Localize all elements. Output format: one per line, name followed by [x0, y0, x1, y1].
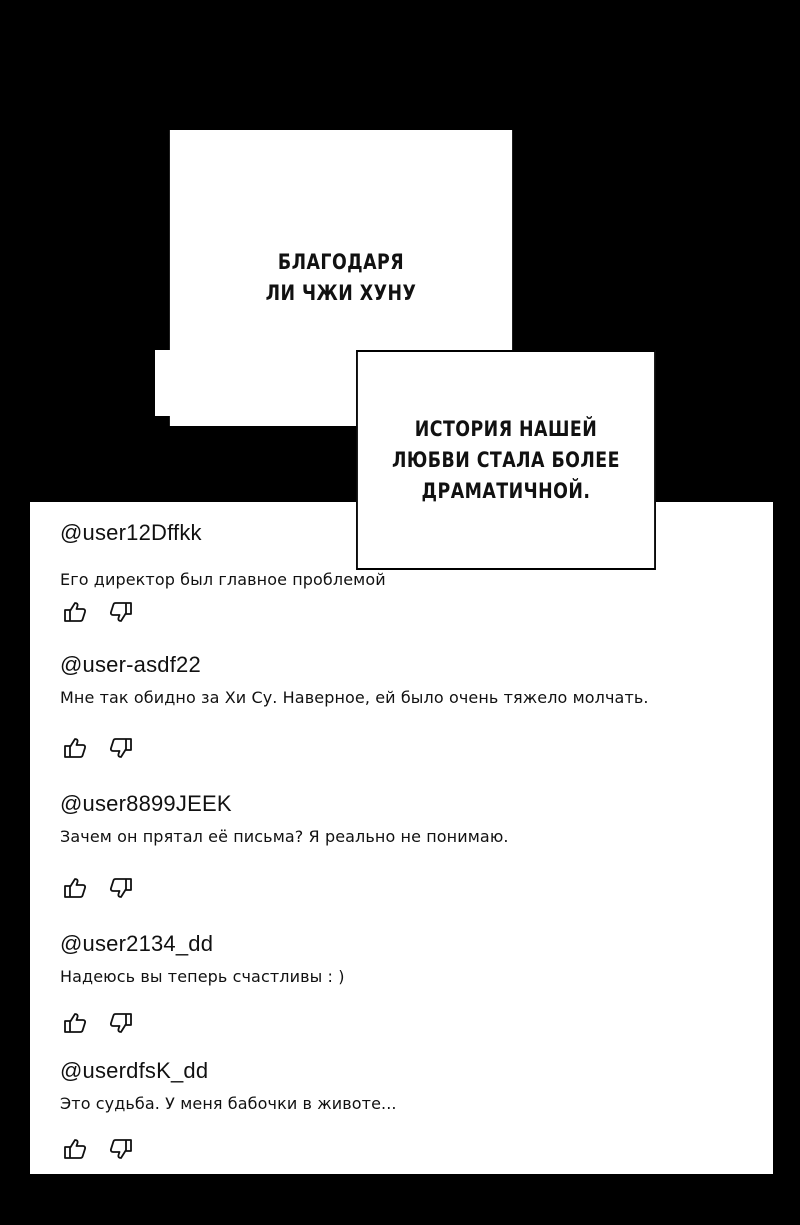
comment-username[interactable]: @user-asdf22: [60, 652, 201, 677]
thumbs-down-icon[interactable]: [108, 600, 134, 624]
thumbs-up-icon[interactable]: [62, 736, 88, 760]
thumbs-up-icon[interactable]: [62, 876, 88, 900]
thumbs-down-icon[interactable]: [108, 736, 134, 760]
comment-actions: [62, 876, 134, 900]
comments-panel: [30, 502, 773, 1174]
comment-actions: [62, 736, 134, 760]
comment-username[interactable]: @userdfsK_dd: [60, 1058, 209, 1083]
thumbs-down-icon[interactable]: [108, 1011, 134, 1035]
comment-username[interactable]: @user2134_dd: [60, 931, 214, 956]
comment-item: [60, 931, 750, 986]
comment-actions: [62, 1011, 134, 1035]
caption-line: ДРАМАТИЧНОЙ.: [421, 478, 591, 503]
comment-text: Мне так обидно за Хи Су. Наверное, ей было очень тяжело молчать.: [60, 688, 649, 707]
thumbs-up-icon[interactable]: [62, 600, 88, 624]
comment-text: Это судьба. У меня бабочки в животе...: [60, 1094, 397, 1113]
thumbs-down-icon[interactable]: [108, 876, 134, 900]
comment-text: Зачем он прятал её письма? Я реально не понимаю.: [60, 827, 509, 846]
caption-box-bottom: [356, 350, 656, 570]
comment-item: [60, 1058, 750, 1113]
caption-line: ИСТОРИЯ НАШЕЙ: [414, 416, 598, 441]
caption-text-bottom: [392, 414, 620, 507]
thumbs-down-icon[interactable]: [108, 1137, 134, 1161]
thumbs-up-icon[interactable]: [62, 1011, 88, 1035]
comment-item: [60, 652, 750, 707]
caption-text-top: [266, 247, 417, 309]
comment-username[interactable]: @user8899JEEK: [60, 791, 232, 816]
comment-actions: [62, 600, 134, 624]
thumbs-up-icon[interactable]: [62, 1137, 88, 1161]
comment-actions: [62, 1137, 134, 1161]
comment-text: Надеюсь вы теперь счастливы : ): [60, 967, 345, 986]
comment-item: [60, 791, 750, 846]
caption-line: ЛИ ЧЖИ ХУНУ: [265, 281, 417, 305]
caption-line: БЛАГОДАРЯ: [277, 250, 405, 274]
comment-username[interactable]: @user12Dffkk: [60, 520, 202, 545]
comment-text: Его директор был главное проблемой: [60, 570, 386, 589]
comment-text-wrap: [60, 570, 750, 589]
caption-line: ЛЮБВИ СТАЛА БОЛЕЕ: [392, 447, 620, 472]
